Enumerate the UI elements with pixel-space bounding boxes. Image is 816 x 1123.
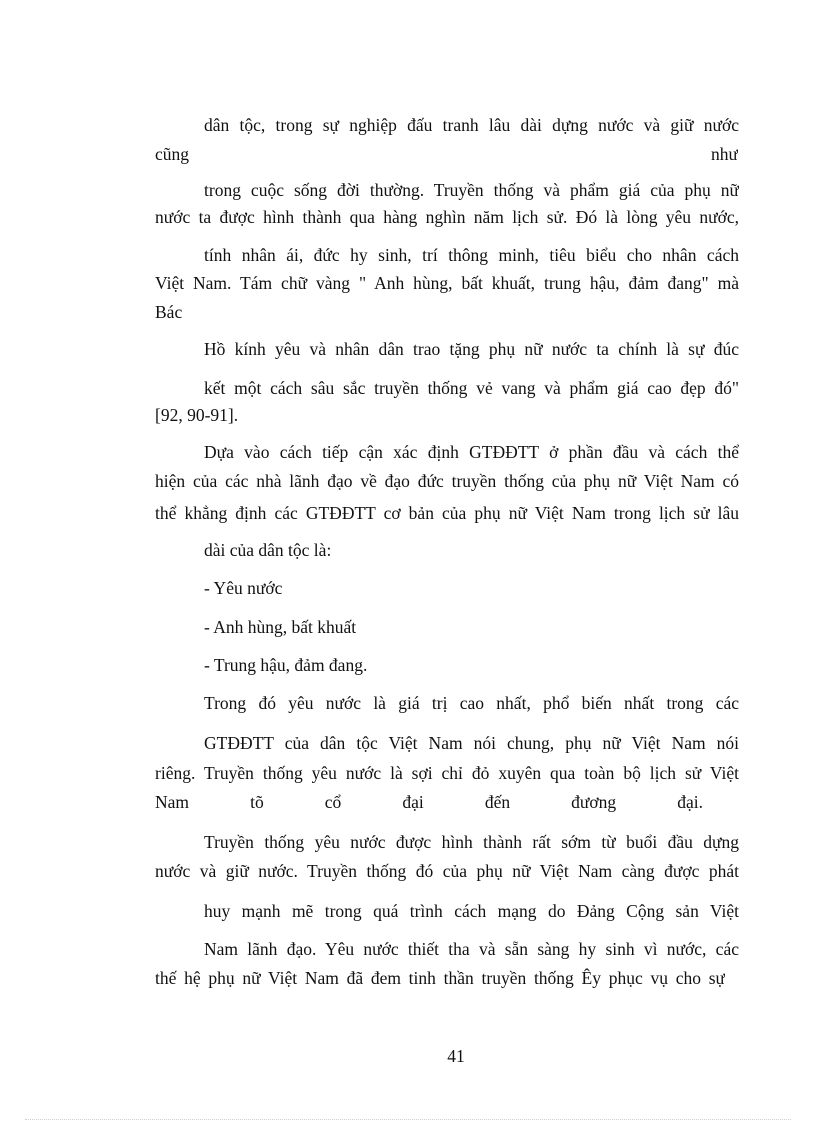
text-line: Hồ kính yêu và nhân dân trao tặng phụ nữ nước ta chính là sự đúc [204,339,739,359]
list-item: - Yêu nước [204,578,283,598]
text-line: hiện của các nhà lãnh đạo về đạo đức truyền thống của phụ nữ Việt Nam có [155,471,739,491]
text-line: [92, 90-91]. [155,405,239,425]
text-line: Nam tõ cổ đại đến đương đại. [155,792,703,812]
text-line: thế hệ phụ nữ Việt Nam đã đem tinh thần truyền thống Êy phục vụ cho sự [155,968,725,988]
text-line: kết một cách sâu sắc truyền thống vẻ vang và phẩm giá cao đẹp đó" [204,378,739,398]
text-line: trong cuộc sống đời thường. Truyền thống và phẩm giá của phụ nữ [204,180,739,200]
text-line: nước ta được hình thành qua hàng nghìn năm lịch sử. Đó là lòng yêu nước, [155,207,739,227]
list-item: - Trung hậu, đảm đang. [204,655,368,675]
text-line: huy mạnh mẽ trong quá trình cách mạng do Đảng Cộng sản Việt [204,901,739,921]
text-line: thể khẳng định các GTĐĐTT cơ bản của phụ nữ Việt Nam trong lịch sử lâu [155,503,739,523]
text-line: Truyền thống yêu nước được hình thành rất sớm từ buổi đầu dựng [204,832,739,852]
text-line: riêng. Truyền thống yêu nước là sợi chỉ đỏ xuyên qua toàn bộ lịch sử Việt [155,763,739,783]
text-line: Dựa vào cách tiếp cận xác định GTĐĐTT ở phần đầu và cách thể [204,442,739,462]
text-line: nước và giữ nước. Truyền thống đó của phụ nữ Việt Nam càng được phát [155,861,739,881]
text-line: GTĐĐTT của dân tộc Việt Nam nói chung, phụ nữ Việt Nam nói [204,733,739,753]
page-bottom-divider [25,1119,791,1120]
text-line: Nam lãnh đạo. Yêu nước thiết tha và sẵn sàng hy sinh vì nước, các [204,939,739,959]
text-line: dài của dân tộc là: [204,540,332,560]
text-line: tính nhân ái, đức hy sinh, trí thông minh, tiêu biểu cho nhân cách [204,245,739,265]
text-line: cũng như [155,144,738,164]
text-line: Việt Nam. Tám chữ vàng " Anh hùng, bất khuất, trung hậu, đảm đang" mà [155,273,739,293]
text-line: Trong đó yêu nước là giá trị cao nhất, phổ biến nhất trong các [204,693,739,713]
page-number: 41 [447,1046,465,1066]
text-line: dân tộc, trong sự nghiệp đấu tranh lâu dài dựng nước và giữ nước [204,115,739,135]
list-item: - Anh hùng, bất khuất [204,617,357,637]
text-line: Bác [155,302,183,322]
